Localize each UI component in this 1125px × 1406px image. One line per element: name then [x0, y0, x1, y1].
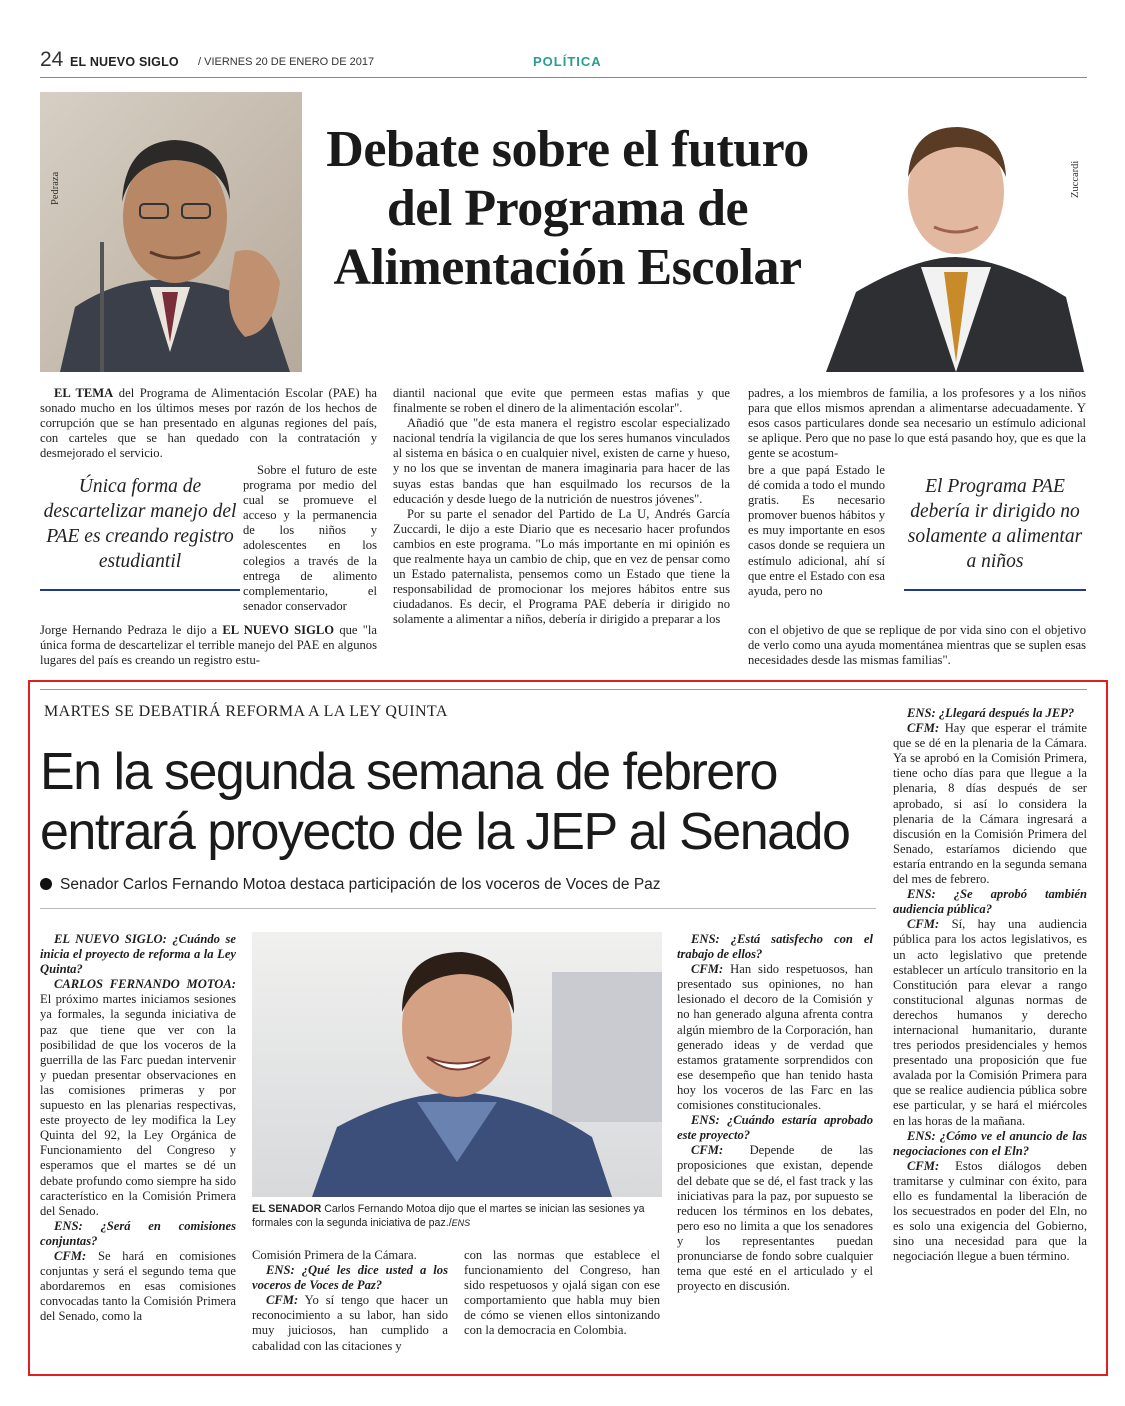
story1-col3-p2: bre a que papá Estado le dé comida a todo el mundo gratis. Es necesario promover buenos hábitos y es muy importante en esos casos donde se requiera un estímulo adicional, ahí sí que entre el Estado con esa ayuda, pero no — [748, 463, 885, 598]
pull-quote-1: Única forma de descartelizar manejo del PAE es creando registro estudiantil — [43, 476, 237, 572]
story1-col3-bottom — [748, 623, 1086, 668]
interview-a4-label: CFM: — [691, 962, 724, 977]
pull-quote-2-box — [904, 468, 1086, 591]
photo-motoa-caption — [252, 1202, 662, 1230]
photo-caption-pedraza: Pedraza — [50, 171, 61, 205]
pull-quote-2: El Programa PAE debería ir dirigido no solamente a alimentar a niños — [907, 476, 1083, 572]
story1-col1-top — [40, 386, 377, 461]
interview-q5: ENS: ¿Cuándo estaría aprobado este proyecto? — [677, 1113, 873, 1143]
photo-caption-text: Carlos Fernando Motoa dijo que el martes se inician las sesiones ya formales con la segunda iniciativa de paz./ — [252, 1203, 645, 1229]
interview-c2-p1: Comisión Primera de la Cámara. — [252, 1248, 417, 1262]
story2-kicker: MARTES SE DEBATIRÁ REFORMA A LA LEY QUINTA — [44, 703, 448, 720]
interview-q2: ENS: ¿Será en comisiones conjuntas? — [40, 1218, 236, 1248]
interview-a2-label: CFM: — [54, 1248, 87, 1263]
photo-credit: ENS — [451, 1218, 471, 1228]
story1-col1-right — [243, 463, 377, 614]
story1-col3-left — [748, 463, 885, 599]
interview-a8: Estos diálogos deben tramitarse y culminar con éxito, para ello es fundamental la liberación de los secuestrados en poder del Eln, no es solo una exigencia del Gobierno, sino una necesidad para que la negociación llegue a buen término. — [893, 1158, 1087, 1264]
story2-col4 — [677, 932, 873, 1294]
story2-headline — [40, 742, 880, 862]
interview-a6-label: CFM: — [907, 721, 940, 736]
story2-sub-rule — [40, 908, 876, 909]
photo-motoa — [252, 932, 662, 1197]
publication-name: EL NUEVO SIGLO — [70, 55, 179, 69]
photo-zuccardi — [816, 92, 1088, 372]
interview-a5-label: CFM: — [691, 1143, 724, 1158]
story1-headline: Debate sobre el futuro del Programa de Alimentación Escolar — [326, 121, 809, 296]
interview-q7: ENS: ¿Se aprobó también audiencia pública? — [893, 887, 1087, 917]
story2-headline-line2: entrará proyecto de la JEP al Senado — [40, 803, 850, 861]
photo-caption-zuccardi: Zuccardi — [1070, 160, 1081, 198]
page-number: 24 — [40, 48, 64, 71]
story2-col3 — [464, 1248, 660, 1339]
interview-q1: EL NUEVO SIGLO: ¿Cuándo se inicia el proyecto de reforma a la Ley Quinta? — [40, 932, 236, 977]
story2-subhead-text: Senador Carlos Fernando Motoa destaca participación de los voceros de Voces de Paz — [60, 876, 661, 893]
story1-col1-p3c: que "la única forma de descartelizar el terrible manejo del PAE en algunos lugares del país es creando un registro estu- — [40, 623, 377, 668]
interview-a2: Se hará en comisiones conjuntas y será el segundo tema que abordaremos en esas comisiones convocadas tanto la Comisión Primera del Senado, como la — [40, 1248, 236, 1324]
story1-lead-word: EL TEMA — [54, 386, 114, 400]
story1-col1-p3a: Jorge Hernando Pedraza le dijo a — [40, 623, 223, 637]
publication-date: / VIERNES 20 DE ENERO DE 2017 — [198, 56, 375, 68]
bullet-icon — [40, 878, 52, 890]
story1-col1-p3b: EL NUEVO SIGLO — [222, 623, 335, 637]
section-label: POLÍTICA — [533, 54, 602, 69]
interview-q6: ENS: ¿Llegará después la JEP? — [907, 706, 1075, 720]
story1-col1-bottom — [40, 623, 377, 668]
interview-a8-label: CFM: — [907, 1158, 940, 1173]
story2-subhead — [40, 876, 880, 894]
interview-a3: Yo sí tengo que hacer un reconocimiento a su labor, han sido muy juiciosos, han cumplido a cabalidad con las citaciones y — [252, 1293, 448, 1353]
story1-col1-p2: Sobre el futuro de este programa por medio del cual se promueve el acceso y la permanencia de los niños y adolescentes en los colegios a través de la entrega de alimento complementario, el senador conservador — [243, 463, 377, 613]
pull-quote-1-box — [40, 468, 240, 591]
interview-q4: ENS: ¿Está satisfecho con el trabajo de ellos? — [677, 932, 873, 962]
story1-col3-p1: padres, a los miembros de familia, a los profesores y a los niños para que ellos mismos aprendan a alimentarse adecuadamente. Y esos casos particulares donde sea necesario un estímulo adicional se aplique. Pero que no pase lo que está pasando hoy, que es que la gente se acostum- — [748, 386, 1086, 461]
story1-col1-p1: del Programa de Alimentación Escolar (PAE) ha sonado mucho en los últimos meses por razón de los hechos de corrupción que se han presentado en algunas regiones del país, con carteles que se han quedado con la contratación y desmejorado el servicio. — [40, 386, 377, 461]
story2-col2 — [252, 1248, 448, 1354]
story2-top-rule — [40, 689, 1087, 690]
story2-headline-line1: En la segunda semana de febrero — [40, 743, 777, 801]
story2-col1 — [40, 932, 236, 1324]
story1-col3-top — [748, 386, 1086, 461]
interview-a5: Depende de las proposiciones que existan, depende del debate que se dé, el fast track y las iniciativas para la paz, por supuesto se reducen los términos en los debates, pero eso no limita a que los senadores y los representantes puedan pronunciarse de fondo sobre cualquier tema que esté en el articulado y el proyecto en discusión. — [677, 1143, 873, 1294]
interview-a7: Sí, hay una audiencia pública para los actos legislativos, es un acto legislativo que pretende establecer un artículo transitorio en la Constitución para elevar a rango constitucional algunas normas de derechos humanos y derecho internacional humanitario, durante tres periodos presidenciales y hemos presentado una proposición que fue avalada por la Comisión Primera para que se realice audiencia pública sobre ese particular, y se hará el miércoles en las horas de la mañana. — [893, 917, 1087, 1128]
story2-col5 — [893, 706, 1087, 1264]
story1-col3-p3: con el objetivo de que se replique de por vida sino con el objetivo de verlo como una ayuda momentánea mientras que se suplen esas necesidades desde las mismas familias". — [748, 623, 1086, 668]
interview-q8: ENS: ¿Cómo ve el anuncio de las negociaciones con el Eln? — [893, 1128, 1087, 1158]
interview-a6: Hay que esperar el trámite que se dé en la plenaria de la Cámara. Ya se aprobó en la Comisión Primera, tiene ocho días para que llegue a la plenaria, 8 días después de ser aprobado, si así lo considera la plenaria de la Cámara ingresará a discusión en la Comisión Primera del Senado, estaríamos diciendo que estaría entrando en la segunda semana del mes de febrero. — [893, 721, 1087, 887]
interview-a4: Han sido respetuosos, han presentado sus opiniones, no han lesionado el decoro de la Comisión y no han generado alguna afrenta contra algún miembro de la Corporación, han generado ideas y de verdad que estamos gratamente sorprendidos con ese desempeño que han tenido hasta hoy los voceros de las Farc en las comisiones constitucionales. — [677, 962, 873, 1113]
story1-col2 — [393, 386, 730, 628]
page-header — [40, 48, 1087, 78]
interview-a3-label: CFM: — [266, 1293, 299, 1308]
photo-caption-lead: EL SENADOR — [252, 1203, 322, 1215]
story1-col2-p3: Por su parte el senador del Partido de La U, Andrés García Zuccardi, le dijo a este Diario que es necesario hacer profundos cambios en este programa. "Lo más importante en mi opinión es que realmente haya un cambio de chip, que en vez de pensar como un Estado paternalista, pensemos como un Estado que tiene la responsabilidad de promocionar los mejores hábitos entre sus ciudadanos. Es decir, el Programa PAE debería ir dirigido no solamente a alimentar a niños, debería ir dirigido a preparar a los — [393, 506, 730, 627]
interview-a7-label: CFM: — [907, 917, 940, 932]
interview-c3-p1: con las normas que establece el funcionamiento del Congreso, han sido respetuosos y ojalá sigan con ese comportamiento que habla muy bien de cómo se vienen ellos sintonizando con la democracia en Colombia. — [464, 1248, 660, 1338]
interview-a1: El próximo martes iniciamos sesiones ya formales, la segunda iniciativa de paz que tiene que ver con la posibilidad de que los voceros de la guerrilla de las Farc puedan intervenir y puedan presentar observaciones en las comisiones primeras y por supuesto en las plenarias respectivas, este proyecto de ley modifica la Ley Quinta del 92, la Ley Orgánica de Funcionamiento del Congreso y esperamos que el martes se dé un debate profundo como siempre ha sido característico en la Comisión Primera del Senado. — [40, 992, 236, 1218]
interview-q3: ENS: ¿Qué les dice usted a los voceros de Voces de Paz? — [252, 1263, 448, 1293]
interview-a1-label: CARLOS FERNANDO MOTOA: — [54, 977, 236, 992]
photo-pedraza — [40, 92, 302, 372]
story1-col2-p2: Añadió que "de esta manera el registro escolar especializado nacional tendría la vigilancia de que los seres humanos vinculados al sistema en básica o en cualquier nivel, existen de carne y hueso, y no los que se inventan de manera imaginaria para hacer de las suyas estas bandas que han esquilmado los recursos de la educación y desde luego de la nutrición de nuestros jóvenes". — [393, 416, 730, 506]
story1-col2-p1: diantil nacional que evite que permeen estas mafias y que finalmente se roben el dinero de la alimentación escolar". — [393, 386, 730, 416]
